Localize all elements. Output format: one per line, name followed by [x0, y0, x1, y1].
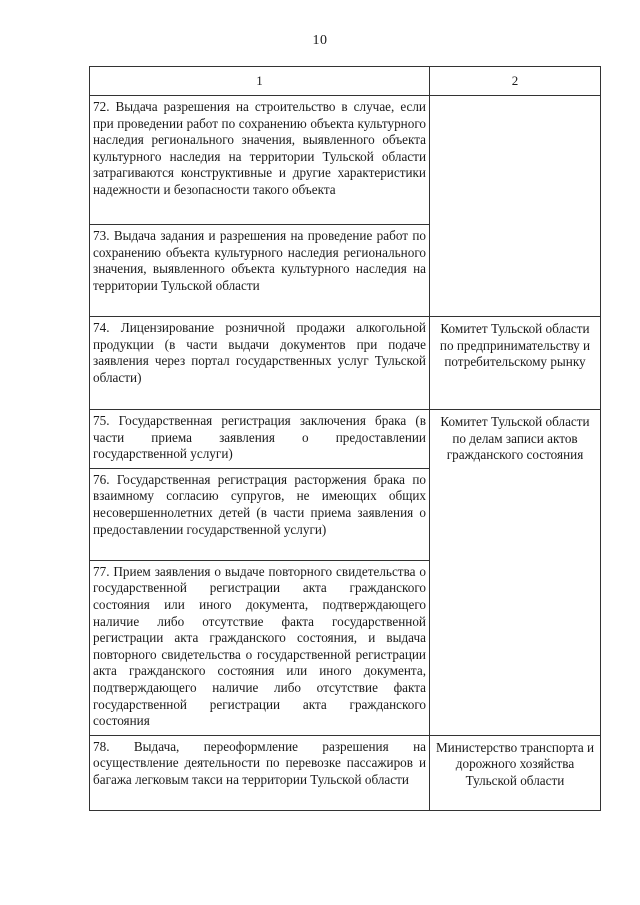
table-row	[90, 317, 601, 410]
authority-cell-78: Министерство транспорта и дорожного хозяйства Тульской области	[430, 735, 601, 810]
service-cell-77: 77. Прием заявления о выдаче повторного свидетельства о государственной регистрации акта гражданского состояния или иного документа, подтверждающего наличие либо отсутствие факта государственной регистрации акта гражданского состояния, и выдача повторного свидетельства о государственной регистрации акта гражданского состояния или иного документа, подтверждающего наличие либо отсутствие факта государственной регистрации акта гражданского состояния	[90, 560, 430, 735]
table-row	[90, 96, 601, 225]
authority-cell-75-77: Комитет Тульской области по делам записи актов гражданского состояния	[430, 410, 601, 736]
service-cell-76: 76. Государственная регистрация расторжения брака по взаимному согласию супругов, не имеющих общих несовершеннолетних детей (в части приема заявления о предоставлении государственной услуги)	[90, 468, 430, 560]
services-table	[89, 66, 601, 811]
column-header-1: 1	[90, 67, 430, 96]
table-row	[90, 410, 601, 469]
authority-cell-empty	[430, 96, 601, 317]
table-header-row	[90, 67, 601, 96]
service-cell-75: 75. Государственная регистрация заключения брака (в части приема заявления о предоставлении государственной услуги)	[90, 410, 430, 469]
service-cell-74: 74. Лицензирование розничной продажи алкогольной продукции (в части выдачи документов при подаче заявления через портал государственных услуг Тульской области)	[90, 317, 430, 410]
authority-cell-74: Комитет Тульской области по предпринимательству и потребительскому рынку	[430, 317, 601, 410]
service-cell-72: 72. Выдача разрешения на строительство в случае, если при проведении работ по сохранению объекта культурного наследия регионального значения, выявленного объекта культурного наследия на территории Тульской области затрагиваются конструктивные и другие характеристики надежности и безопасности такого объекта	[90, 96, 430, 225]
column-header-2: 2	[430, 67, 601, 96]
service-cell-78: 78. Выдача, переоформление разрешения на осуществление деятельности по перевозке пассажиров и багажа легковым такси на территории Тульской области	[90, 735, 430, 810]
table-row	[90, 735, 601, 810]
service-cell-73: 73. Выдача задания и разрешения на проведение работ по сохранению объекта культурного наследия регионального значения, выявленного объекта культурного наследия на территории Тульской области	[90, 225, 430, 317]
page-number: 10	[312, 33, 328, 48]
